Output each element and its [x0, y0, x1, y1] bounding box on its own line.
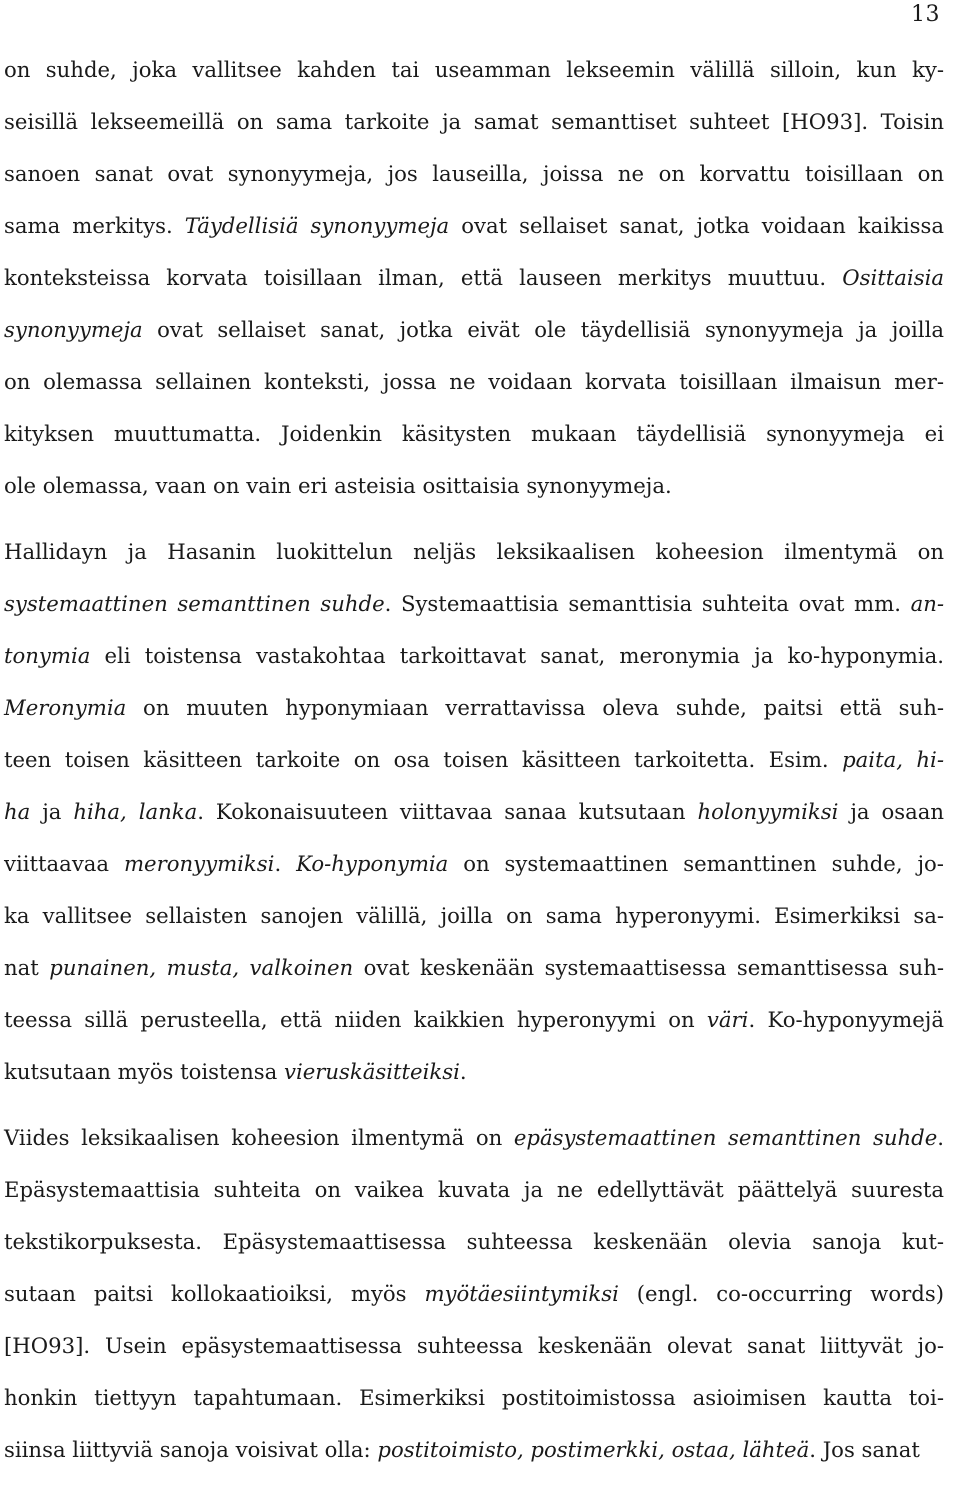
text-run: tekstikorpuksesta. Epäsystemaattisessa suhteessa keskenään olevia sanoja kut-	[4, 1229, 944, 1254]
text-line	[4, 630, 944, 682]
text-run: on systemaattinen semanttinen suhde, jo-	[448, 851, 944, 876]
italic-term: ha	[4, 799, 31, 824]
text-line	[4, 1112, 944, 1164]
italic-term: synonyymeja	[4, 317, 143, 342]
italic-term: väri	[706, 1007, 749, 1032]
text-line	[4, 1320, 944, 1372]
text-line	[4, 1164, 944, 1216]
italic-term: meronyymiksi	[123, 851, 275, 876]
italic-term: postitoimisto, postimerkki, ostaa, lähteä	[377, 1437, 810, 1462]
italic-term: Täydellisiä synonyymeja	[184, 213, 450, 238]
text-run: .	[459, 1059, 467, 1084]
text-run: kityksen muuttumatta. Joidenkin käsitysten mukaan täydellisiä synonyymeja ei	[4, 421, 944, 446]
text-line	[4, 1372, 944, 1424]
text-run: konteksteissa korvata toisillaan ilman, että lauseen merkitys muuttuu.	[4, 265, 843, 290]
text-line	[4, 682, 944, 734]
italic-term: myötäesiintymiksi	[424, 1281, 619, 1306]
text-run: seisillä lekseemeillä on sama tarkoite ja samat semanttiset suhteet [HO93]. Toisin	[4, 109, 944, 134]
text-run: . Systemaattisia semanttisia suhteita ovat mm.	[384, 591, 911, 616]
text-run: ovat sellaiset sanat, jotka voidaan kaikissa	[449, 213, 944, 238]
text-line	[4, 1268, 944, 1320]
text-run: Epäsystemaattisia suhteita on vaikea kuvata ja ne edellyttävät päättelyä suuresta	[4, 1177, 944, 1202]
page-body	[4, 44, 944, 1476]
page-number: 13	[911, 2, 940, 27]
text-line	[4, 942, 944, 994]
paragraph	[4, 44, 944, 512]
text-line	[4, 734, 944, 786]
text-run: . Ko-hyponyymejä	[748, 1007, 944, 1032]
text-line	[4, 356, 944, 408]
text-run: .	[937, 1125, 944, 1150]
text-run: siinsa liittyviä sanoja voisivat olla:	[4, 1437, 378, 1462]
text-run: teen toisen käsitteen tarkoite on osa toisen käsitteen tarkoitetta. Esim.	[4, 747, 843, 772]
text-run: (engl. co-occurring words)	[618, 1281, 944, 1306]
text-run: sanoen sanat ovat synonyymeja, jos lauseilla, joissa ne on korvattu toisillaan on	[4, 161, 944, 186]
text-run: .	[274, 851, 297, 876]
text-line	[4, 578, 944, 630]
text-run: sama merkitys.	[4, 213, 185, 238]
text-run: kutsutaan myös toistensa	[4, 1059, 284, 1084]
text-line	[4, 96, 944, 148]
text-line	[4, 1424, 944, 1476]
paragraph	[4, 1112, 944, 1476]
text-run: [HO93]. Usein epäsystemaattisessa suhteessa keskenään olevat sanat liittyvät jo-	[4, 1333, 944, 1358]
text-line	[4, 1046, 944, 1098]
text-run: Viides leksikaalisen koheesion ilmentymä on	[4, 1125, 514, 1150]
text-line	[4, 408, 944, 460]
paragraph	[4, 526, 944, 1098]
text-line	[4, 460, 944, 512]
text-line	[4, 304, 944, 356]
text-run: . Kokonaisuuteen viittavaa sanaa kutsutaan	[197, 799, 698, 824]
text-run: on suhde, joka vallitsee kahden tai useamman lekseemin välillä silloin, kun ky-	[4, 57, 944, 82]
text-run: honkin tiettyyn tapahtumaan. Esimerkiksi postitoimistossa asioimisen kautta toi-	[4, 1385, 944, 1410]
text-run: ovat keskenään systemaattisessa semanttisessa suh-	[353, 955, 944, 980]
text-run: nat	[4, 955, 50, 980]
text-run: ka vallitsee sellaisten sanojen välillä, joilla on sama hyperonyymi. Esimerkiksi sa-	[4, 903, 944, 928]
text-run: teessa sillä perusteella, että niiden kaikkien hyperonyymi on	[4, 1007, 707, 1032]
text-line	[4, 786, 944, 838]
text-line	[4, 200, 944, 252]
text-run: on muuten hyponymiaan verrattavissa oleva suhde, paitsi että suh-	[126, 695, 944, 720]
text-run: ovat sellaiset sanat, jotka eivät ole täydellisiä synonyymeja ja joilla	[142, 317, 944, 342]
text-line	[4, 838, 944, 890]
text-line	[4, 890, 944, 942]
italic-term: Ko-hyponymia	[296, 851, 449, 876]
italic-term: an-	[910, 591, 944, 616]
italic-term: punainen, musta, valkoinen	[49, 955, 354, 980]
text-run: viittaavaa	[4, 851, 124, 876]
text-line	[4, 252, 944, 304]
text-line	[4, 44, 944, 96]
italic-term: Meronymia	[4, 695, 127, 720]
italic-term: tonymia	[4, 643, 91, 668]
italic-term: vieruskäsitteiksi	[283, 1059, 460, 1084]
paragraph-gap	[4, 512, 944, 526]
text-line	[4, 994, 944, 1046]
text-run: ja	[30, 799, 74, 824]
italic-term: epäsystemaattinen semanttinen suhde	[513, 1125, 938, 1150]
text-run: . Jos sanat	[809, 1437, 920, 1462]
text-line	[4, 526, 944, 578]
italic-term: hiha, lanka	[73, 799, 198, 824]
text-line	[4, 1216, 944, 1268]
italic-term: holonyymiksi	[697, 799, 839, 824]
text-run: ja osaan	[838, 799, 944, 824]
text-run: eli toistensa vastakohtaa tarkoittavat sanat, meronymia ja ko-hyponymia.	[90, 643, 944, 668]
text-run: ole olemassa, vaan on vain eri asteisia osittaisia synonyymeja.	[4, 473, 672, 498]
italic-term: systemaattinen semanttinen suhde	[4, 591, 385, 616]
text-run: Hallidayn ja Hasanin luokittelun neljäs leksikaalisen koheesion ilmentymä on	[4, 539, 944, 564]
paragraph-gap	[4, 1098, 944, 1112]
text-run: sutaan paitsi kollokaatioiksi, myös	[4, 1281, 425, 1306]
italic-term: paita, hi-	[842, 747, 944, 772]
italic-term: Osittaisia	[842, 265, 944, 290]
text-line	[4, 148, 944, 200]
text-run: on olemassa sellainen konteksti, jossa ne voidaan korvata toisillaan ilmaisun mer-	[4, 369, 944, 394]
